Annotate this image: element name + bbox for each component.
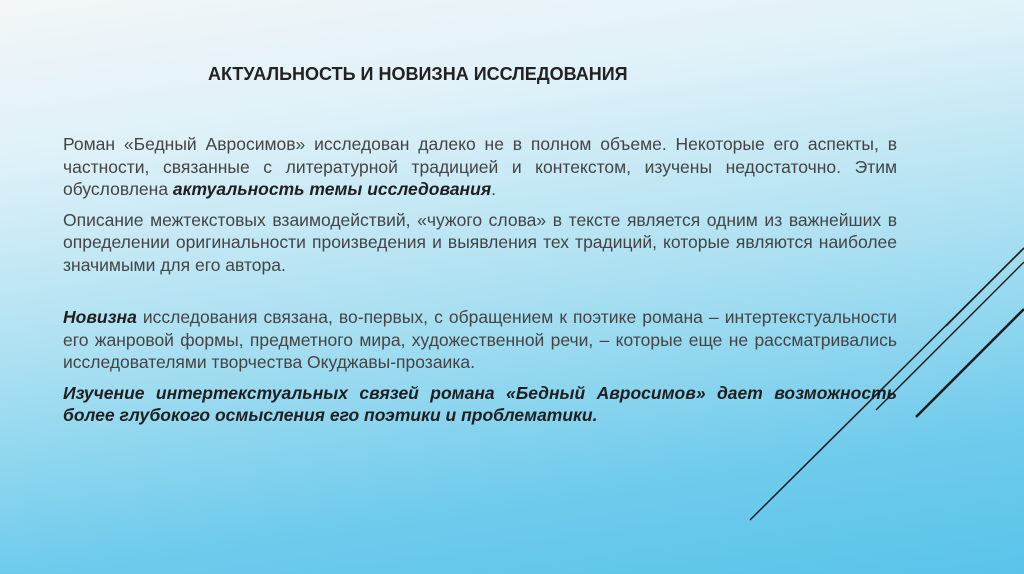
paragraph-relevance-end: . xyxy=(491,179,497,199)
relevance-emphasis: актуальность темы исследования xyxy=(172,179,492,199)
novelty-emphasis: Новизна xyxy=(63,307,137,327)
paragraph-relevance-text: Роман «Бедный Авросимов» исследован далеко не в полном объеме. Некоторые его аспекты, в частности, связанные с литературной традицией и контекстом, изучены недостаточно. Этим обусловлена xyxy=(63,134,897,199)
decorative-line-2 xyxy=(876,262,1024,410)
paragraph-intertext: Описание межтекстовых взаимодействий, «чужого слова» в тексте является одним из важнейших в определении оригинальности произведения и выявления тех традиций, которые являются наиболее значимыми для его автора. xyxy=(63,209,897,275)
decorative-line-3 xyxy=(946,248,1024,326)
paragraph-novelty-text: исследования связана, во-первых, с обращением к поэтике романа – интертекстуальности его жанровой формы, предметного мира, художественной речи, – которые еще не рассматривались исследователями творчества Окуджавы-прозаика. xyxy=(63,307,897,372)
paragraph-conclusion: Изучение интертекстуальных связей романа «Бедный Авросимов» дает возможность более глубокого осмысления его поэтики и проблематики. xyxy=(63,382,897,425)
slide-title: АКТУАЛЬНОСТЬ И НОВИЗНА ИССЛЕДОВАНИЯ xyxy=(208,64,628,84)
decorative-line-4 xyxy=(916,309,1024,417)
